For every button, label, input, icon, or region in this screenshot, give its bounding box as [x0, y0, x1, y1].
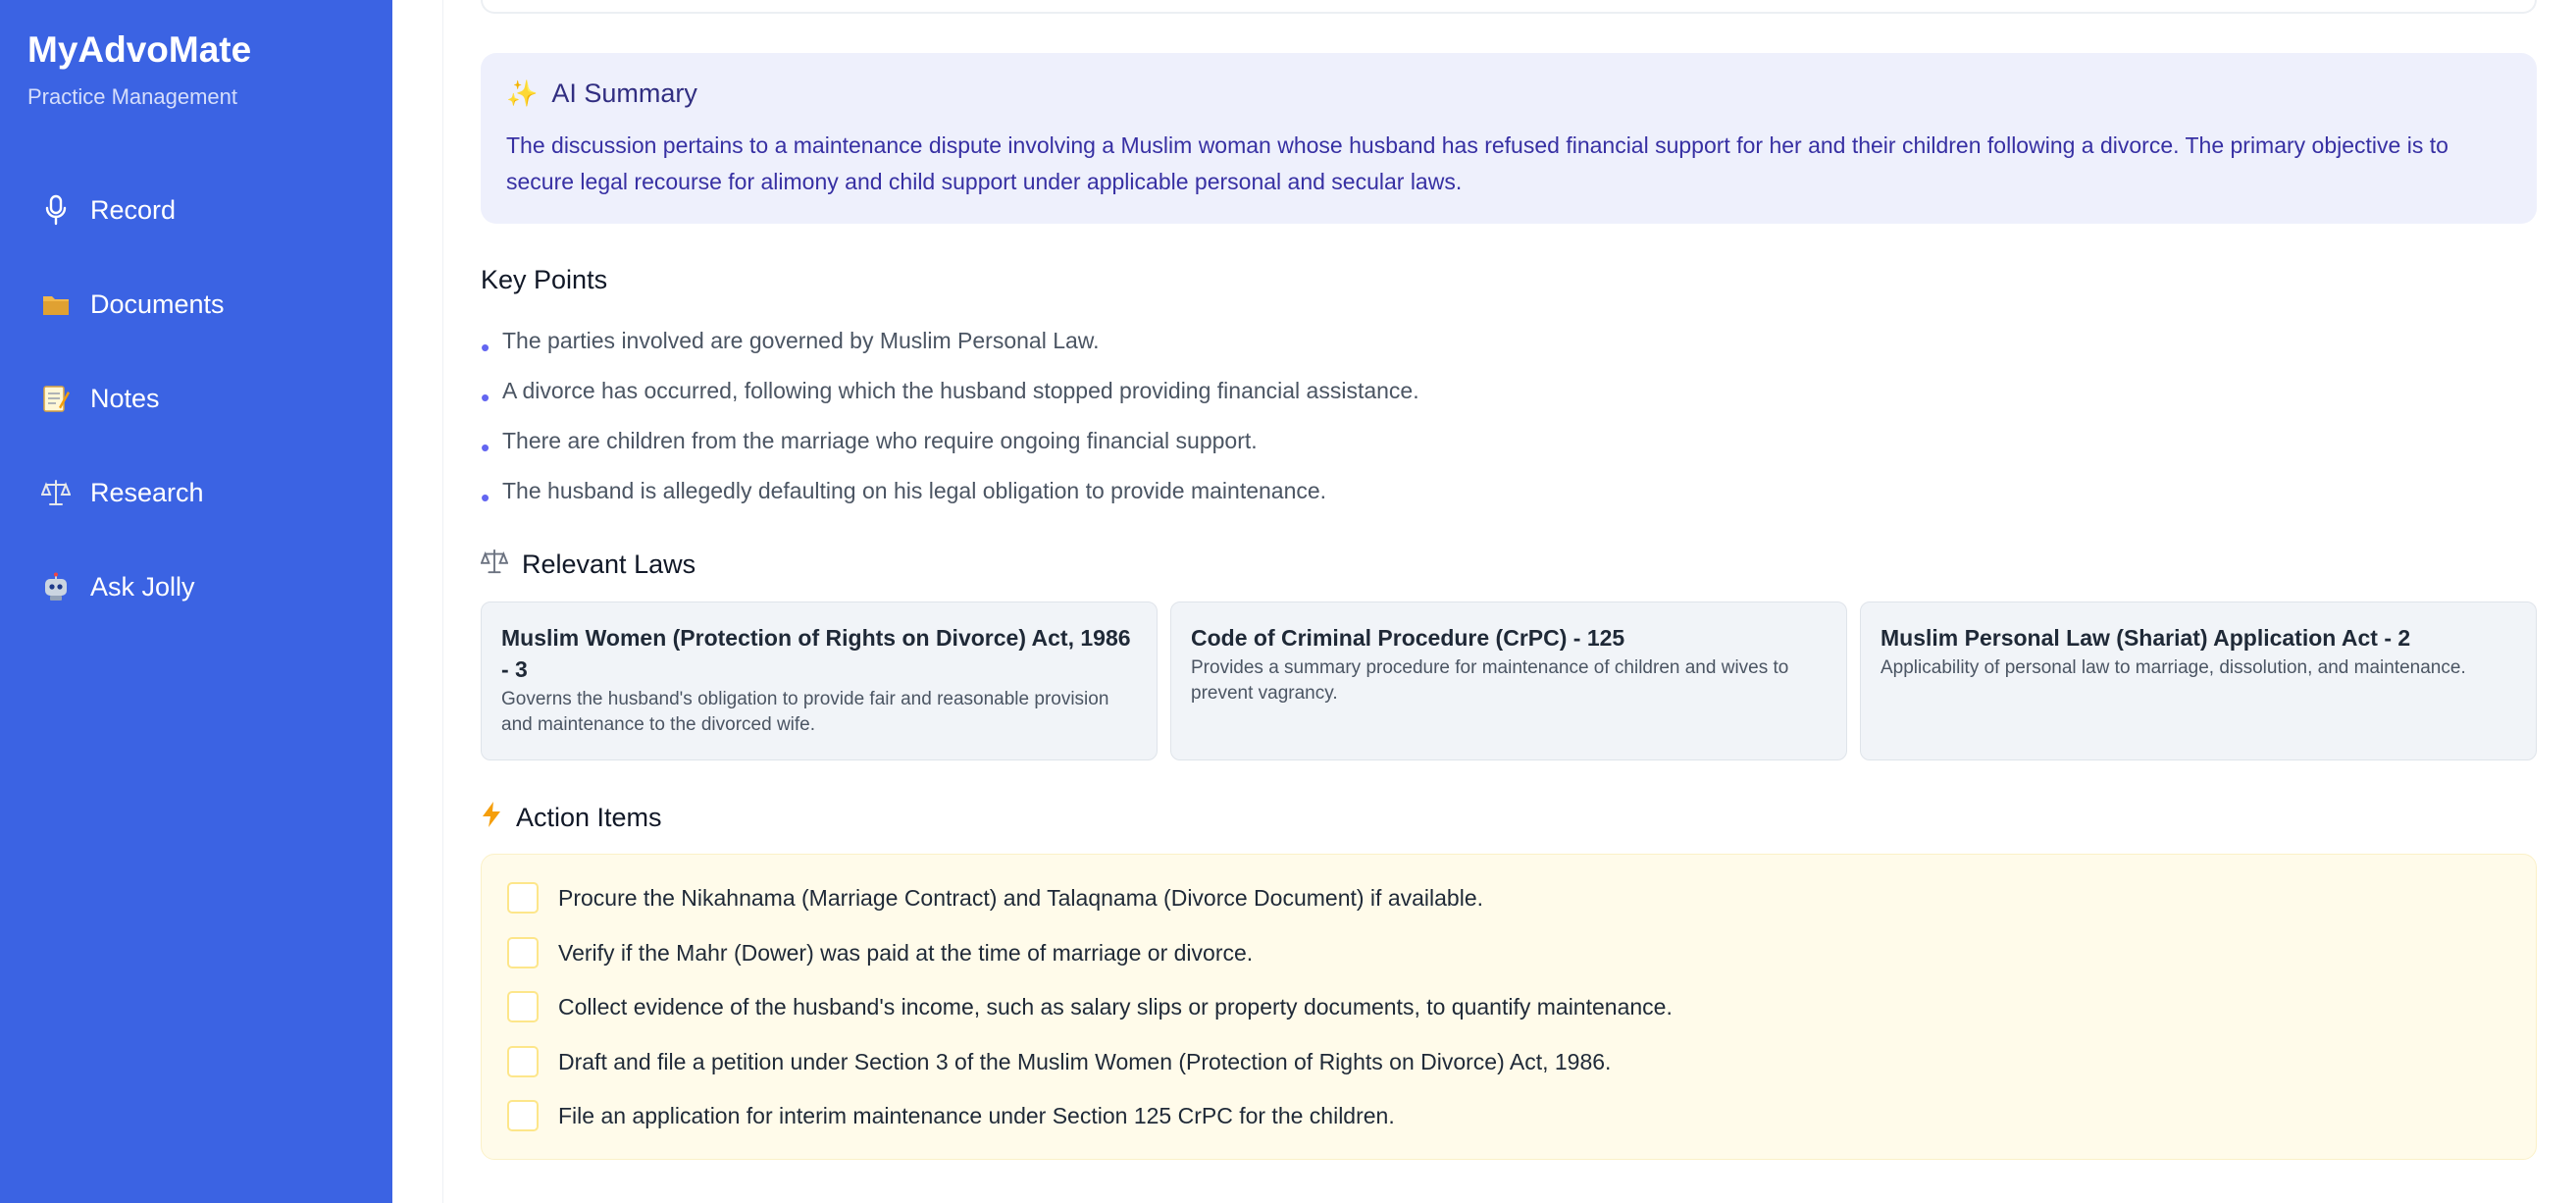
key-point-text: There are children from the marriage who require ongoing financial support. — [502, 428, 1258, 453]
action-items-title — [481, 801, 662, 835]
relevant-laws-title — [481, 548, 696, 582]
sidebar — [0, 0, 392, 1203]
robot-icon — [41, 569, 71, 604]
law-title: Muslim Personal Law (Shariat) Application Act - 2 — [1880, 625, 2411, 651]
sidebar-item-label: Ask Jolly — [90, 571, 195, 602]
ai-summary-panel — [481, 53, 2537, 224]
sidebar-item-record[interactable] — [0, 163, 392, 257]
action-checkbox[interactable] — [507, 937, 539, 968]
action-item — [507, 882, 1483, 914]
app-title: MyAdvoMate — [27, 29, 252, 70]
bullet-icon: • — [481, 332, 490, 362]
relevant-laws-grid — [481, 602, 2537, 760]
scales-icon — [481, 548, 508, 582]
previous-card-edge — [481, 0, 2537, 14]
action-item — [507, 1100, 1395, 1131]
action-item — [507, 1046, 1611, 1077]
action-checkbox[interactable] — [507, 1100, 539, 1131]
sidebar-item-ask-jolly[interactable] — [0, 540, 392, 634]
law-description: Governs the husband's obligation to provide fair and reasonable provision and maintenance to the divorced wife. — [501, 689, 1109, 735]
folder-icon — [41, 287, 71, 322]
list-item — [481, 316, 2443, 366]
law-card[interactable] — [1170, 602, 1847, 760]
lightning-icon — [481, 801, 502, 835]
key-points-title — [481, 265, 607, 295]
main-content — [443, 0, 2576, 1203]
law-description: Applicability of personal law to marriage, dissolution, and maintenance. — [1880, 657, 2466, 678]
action-checkbox[interactable] — [507, 882, 539, 914]
sidebar-item-research[interactable] — [0, 445, 392, 540]
ai-summary-text: The discussion pertains to a maintenance dispute involving a Muslim woman whose husband has refused financial support for her and their children following a divorce. The primary objective is to secure legal recourse for alimony and child support under applicable personal and secular laws. — [506, 132, 2448, 194]
law-description: Provides a summary procedure for maintenance of children and wives to prevent vagrancy. — [1191, 657, 1789, 704]
action-item-label: Procure the Nikahnama (Marriage Contract) and Talaqnama (Divorce Document) if available. — [558, 884, 1483, 911]
key-point-text: A divorce has occurred, following which the husband stopped providing financial assistance. — [502, 378, 1419, 403]
action-item — [507, 937, 1253, 968]
microphone-icon — [41, 192, 71, 228]
ai-summary-header — [506, 78, 697, 109]
action-item-label: Draft and file a petition under Section 3 of the Muslim Women (Protection of Rights on Divorce) Act, 1986. — [558, 1048, 1612, 1074]
memo-icon — [41, 381, 71, 416]
key-point-text: The parties involved are governed by Muslim Personal Law. — [502, 328, 1100, 353]
action-item — [507, 991, 1673, 1022]
law-card[interactable] — [481, 602, 1158, 760]
action-items-panel — [481, 854, 2537, 1160]
action-item-label: Verify if the Mahr (Dower) was paid at the time of marriage or divorce. — [558, 939, 1254, 966]
sidebar-item-label: Research — [90, 477, 204, 507]
list-item — [481, 466, 2443, 516]
bullet-icon: • — [481, 382, 490, 412]
relevant-laws-title-text: Relevant Laws — [522, 549, 696, 579]
list-item — [481, 366, 2443, 416]
action-checkbox[interactable] — [507, 991, 539, 1022]
key-points-title-text: Key Points — [481, 265, 608, 294]
ai-summary-title: AI Summary — [551, 78, 697, 108]
list-item — [481, 416, 2443, 466]
action-items-title-text: Action Items — [516, 803, 662, 832]
scales-icon — [41, 475, 71, 510]
law-title: Code of Criminal Procedure (CrPC) - 125 — [1191, 625, 1625, 651]
action-item-label: File an application for interim maintenance under Section 125 CrPC for the children. — [558, 1102, 1395, 1128]
action-checkbox[interactable] — [507, 1046, 539, 1077]
law-title: Muslim Women (Protection of Rights on Divorce) Act, 1986 - 3 — [501, 625, 1131, 682]
sidebar-item-documents[interactable] — [0, 257, 392, 351]
sidebar-item-label: Notes — [90, 383, 160, 413]
key-points-list — [481, 316, 2443, 516]
sidebar-item-label: Record — [90, 194, 177, 225]
sidebar-item-notes[interactable] — [0, 351, 392, 445]
bullet-icon: • — [481, 432, 490, 462]
law-card[interactable] — [1860, 602, 2537, 760]
sparkles-icon: ✨ — [506, 78, 539, 108]
sidebar-nav — [0, 163, 392, 634]
content-gutter — [392, 0, 443, 1203]
bullet-icon: • — [481, 482, 490, 512]
key-point-text: The husband is allegedly defaulting on his legal obligation to provide maintenance. — [502, 478, 1327, 503]
sidebar-item-label: Documents — [90, 288, 225, 319]
action-item-label: Collect evidence of the husband's income, such as salary slips or property documents, to quantify maintenance. — [558, 993, 1673, 1020]
app-subtitle: Practice Management — [27, 84, 237, 109]
